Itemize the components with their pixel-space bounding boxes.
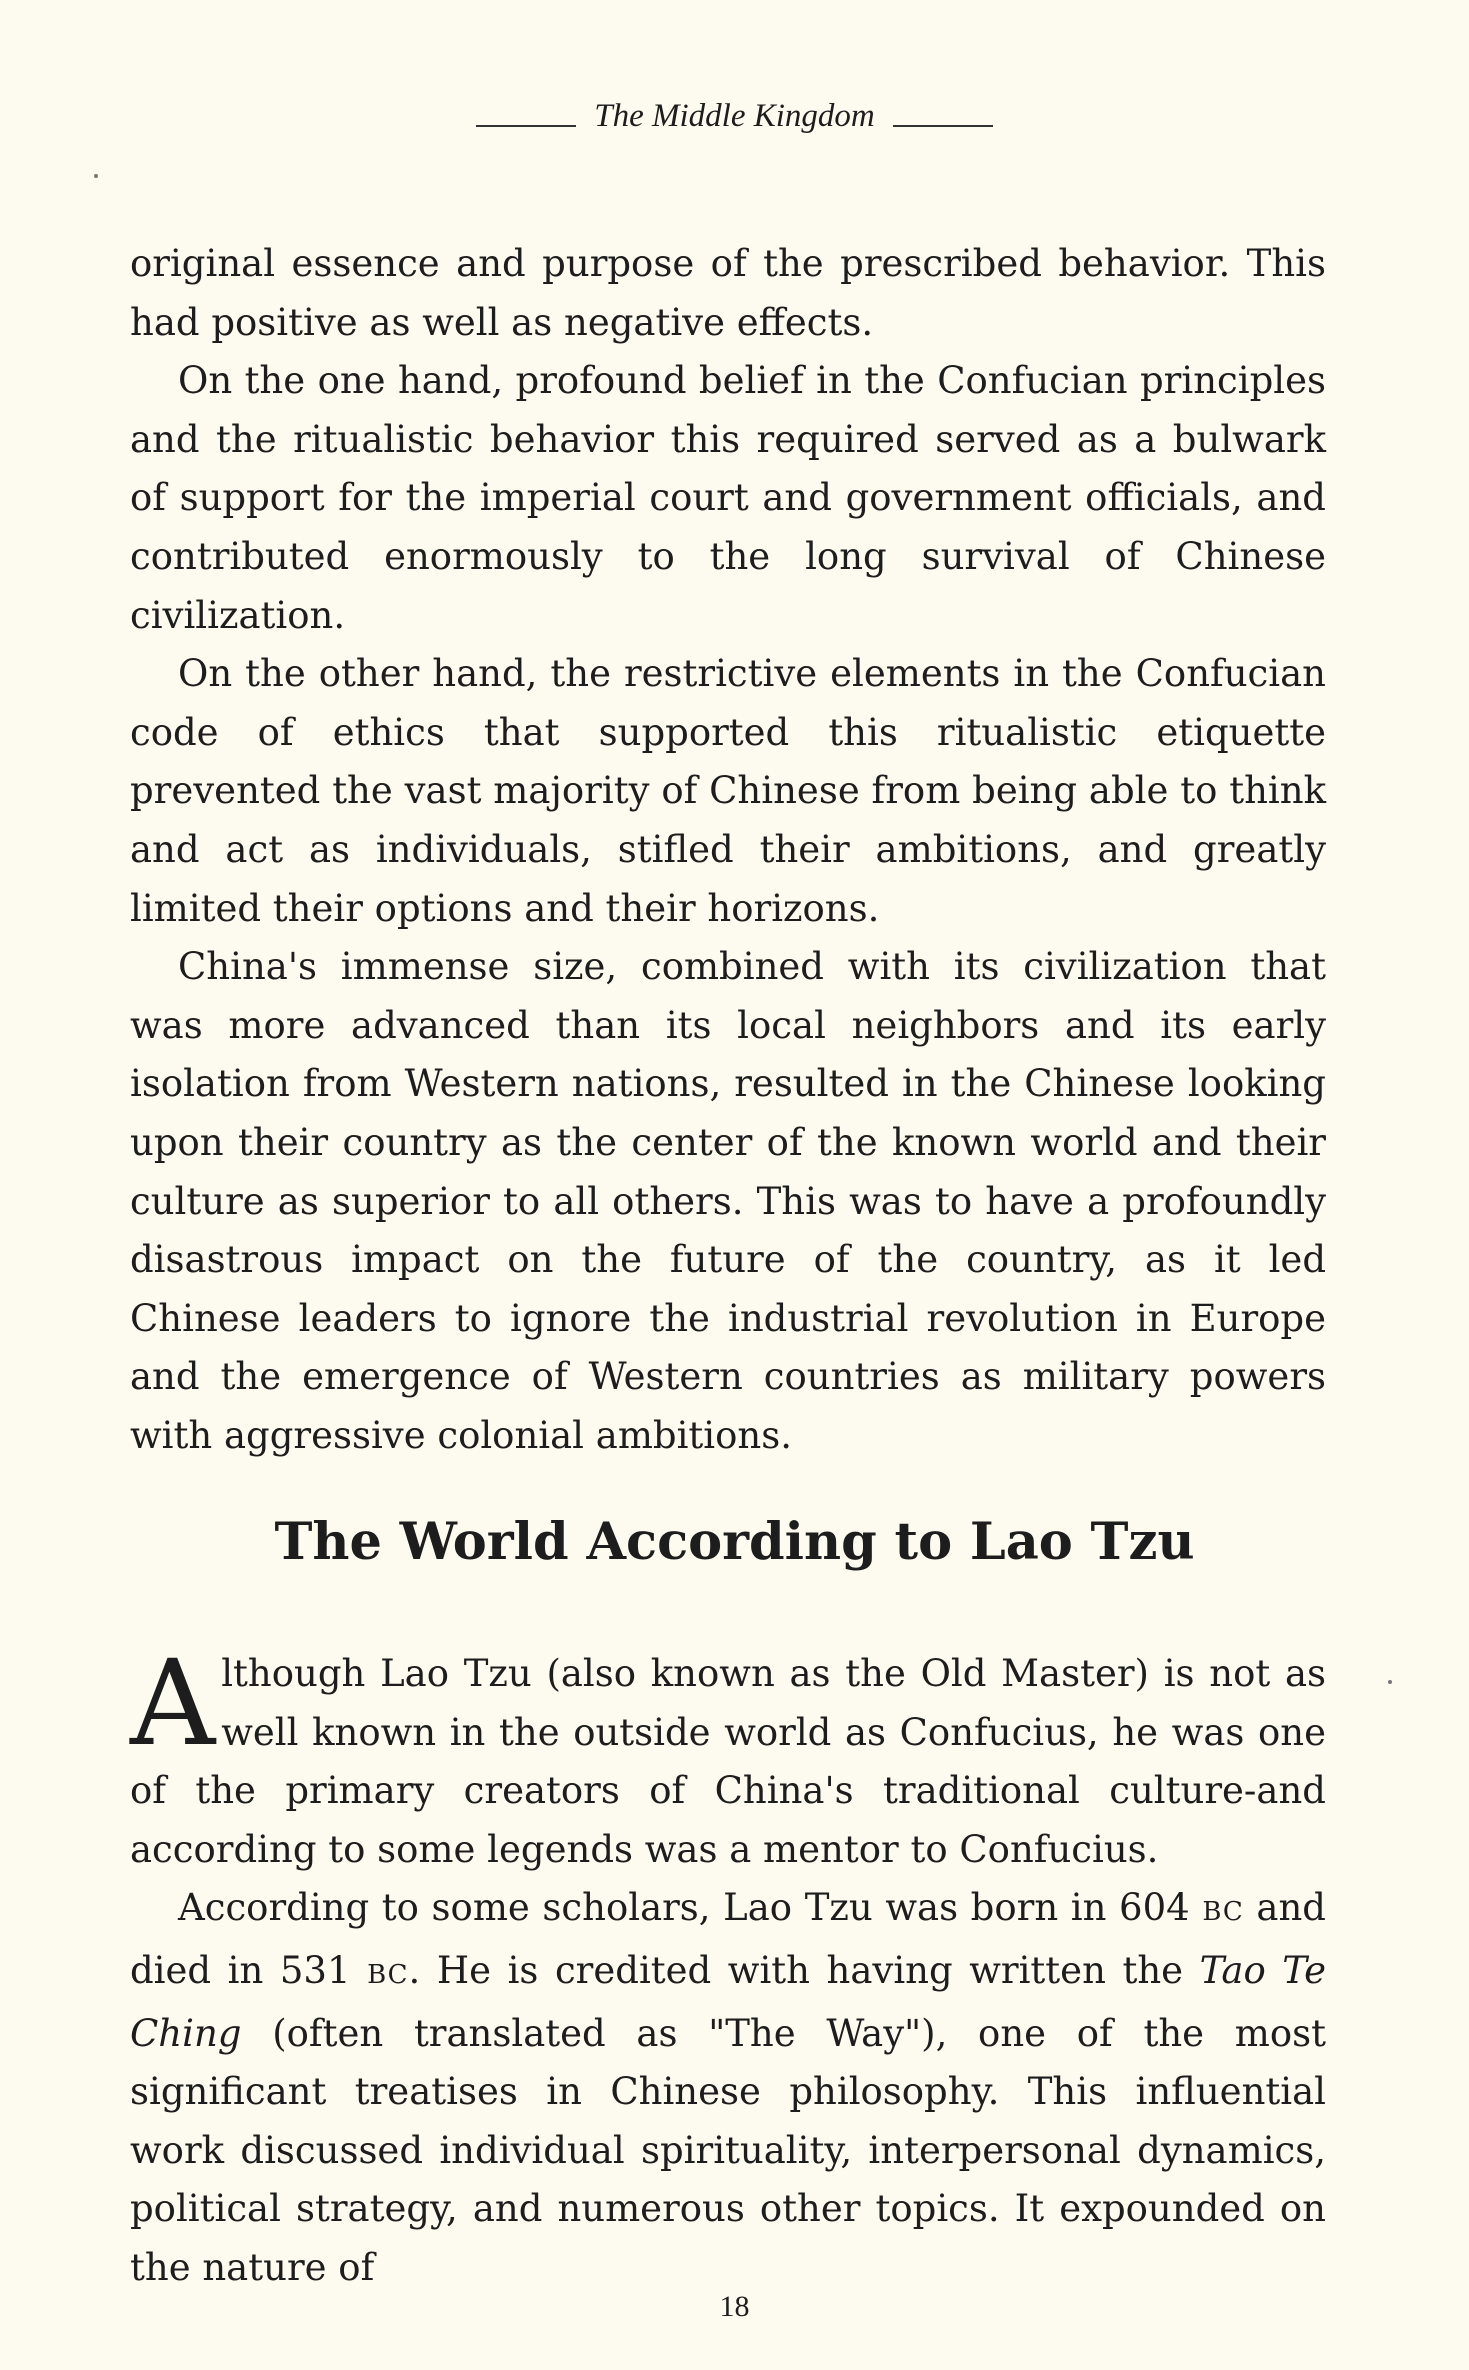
section-text bbox=[130, 1634, 1327, 2298]
section-first-paragraph bbox=[130, 1634, 1326, 1879]
paragraph: On the other hand, the restrictive elements in the Confucian code of ethics that supported this ritualistic etiquette prevented the vast majority of Chinese from being able to think and act as individuals, stifled their ambitions, and greatly limited their options and their horizons. bbox=[130, 652, 1326, 930]
page-speck bbox=[94, 174, 98, 178]
text-run: According to some scholars, Lao Tzu was born in 604 bbox=[178, 1886, 1203, 1930]
text-run: and died in 531 bbox=[130, 1886, 1326, 1992]
body-text bbox=[130, 235, 1326, 1465]
book-title: Tao Te Ching bbox=[130, 1948, 1327, 2055]
running-head-rule-left bbox=[476, 125, 576, 127]
first-paragraph-text: lthough Lao Tzu (also known as the Old Master) is not as well known in the outside world as Confucius, he was one of the primary creators of China's traditional culture-and according to some legends was a mentor to Confucius. bbox=[130, 1652, 1326, 1871]
running-head bbox=[0, 98, 1469, 135]
text-run: . He is credited with having written the bbox=[408, 1948, 1200, 1992]
section-heading: The World According to Lao Tzu bbox=[274, 1512, 1195, 1572]
running-head-rule-right bbox=[893, 125, 993, 127]
section-second-paragraph bbox=[130, 1879, 1326, 2297]
page-speck bbox=[1388, 1680, 1392, 1684]
running-head-title: The Middle Kingdom bbox=[594, 98, 875, 134]
era-label: BC bbox=[1202, 1897, 1244, 1928]
text-run: (often translated as "The Way"), one of the most significant treatises in Chinese philosophy. This influential work discussed individual spirituality, interpersonal dynamics, political strategy, and numerous other topics. It expounded on the nature of bbox=[130, 2011, 1326, 2289]
paragraph: original essence and purpose of the prescribed behavior. This had positive as well as negative effects. bbox=[130, 242, 1326, 344]
drop-cap: A bbox=[130, 1634, 216, 1772]
era-label: BC bbox=[367, 1959, 409, 1990]
paragraph: On the one hand, profound belief in the Confucian principles and the ritualistic behavior this required served as a bulwark of support for the imperial court and government officials, and contributed enormously to the long survival of Chinese civilization. bbox=[130, 359, 1326, 637]
page-number: 18 bbox=[719, 2290, 750, 2323]
paragraph: China's immense size, combined with its civilization that was more advanced than its local neighbors and its early isolation from Western nations, resulted in the Chinese looking upon their country as the center of the known world and their culture as superior to all others. This was to have a profoundly disastrous impact on the future of the country, as it led Chinese leaders to ignore the industrial revolution in Europe and the emergence of Western countries as military powers with aggressive colonial ambitions. bbox=[130, 945, 1326, 1457]
